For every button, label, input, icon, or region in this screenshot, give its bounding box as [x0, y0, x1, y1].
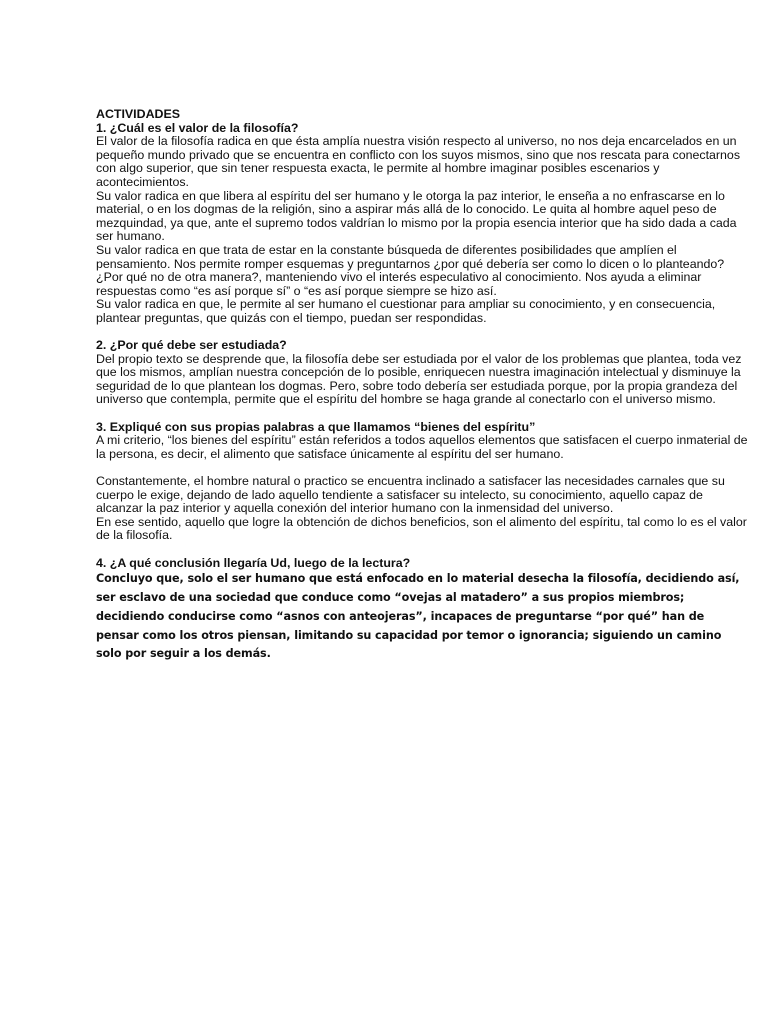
- answer-3-paragraph-2: Constantemente, el hombre natural o practico se encuentra inclinado a satisfacer las necesidades carnales que su cuerpo le exige, dejando de lado aquello tendiente a satisfacer su intelecto, su conocimiento, aquello capaz de alcanzar la paz interior y aquella conexión del interior humano con la inmensidad del universo.: [96, 474, 725, 516]
- answer-1-paragraph-2: Su valor radica en que libera al espíritu del ser humano y le otorga la paz interior, le enseña a no enfrascarse en lo material, o en los dogmas de la religión, sino a aspirar más allá de lo conocido. Le quita al hombre aquel peso de mezquindad, ya que, ante el supremo todos valdrían lo mismo por la propia esencia interior que ha sido dada a cada ser humano.: [96, 188, 737, 244]
- answer-3-paragraph-1: A mi criterio, “los bienes del espíritu” están referidos a todos aquellos elementos que satisfacen el cuerpo inmaterial de la persona, es decir, el alimento que satisface únicamente al espíritu del ser humano.: [96, 433, 748, 461]
- answer-1-paragraph-4: Su valor radica en que, le permite al ser humano el cuestionar para ampliar su conocimiento, y en consecuencia, plantear preguntas, que quizás con el tiempo, puedan ser respondidas.: [96, 297, 716, 325]
- question-2: 2. ¿Por qué debe ser estudiada?: [96, 338, 287, 353]
- answer-1-paragraph-1: El valor de la filosofía radica en que ésta amplía nuestra visión respecto al universo, no nos deja encarcelados en un pequeño mundo privado que se encuentra en conflicto con los suyos mismos, sino que nos rescata para conectarnos con algo superior, que sin tener respuesta exacta, le permite al hombre imaginar posibles escenarios y acontecimientos.: [96, 134, 741, 189]
- section-spacer: [96, 407, 748, 421]
- question-3: 3. Expliqué con sus propias palabras a que llamamos “bienes del espíritu”: [96, 419, 536, 434]
- question-1: 1. ¿Cuál es el valor de la filosofía?: [96, 120, 299, 135]
- section-spacer: [96, 543, 748, 557]
- document-title: ACTIVIDADES: [96, 107, 180, 121]
- document-page: [96, 108, 748, 664]
- answer-2-paragraph-1: Del propio texto se desprende que, la filosofía debe ser estudiada por el valor de los problemas que plantea, toda vez que los mismos, amplían nuestra concepción de lo posible, enriquecen nuestra imaginación intelectual y disminuye la seguridad de lo que plantean los dogmas. Pero, sobre todo debería ser estudiada porque, por la propia grandeza del universo que contempla, permite que el espíritu del hombre se haga grande al conectarlo con el universo mismo.: [96, 351, 742, 407]
- question-4: 4. ¿A qué conclusión llegaría Ud, luego de la lectura?: [96, 555, 411, 570]
- paragraph-spacer: [96, 461, 748, 475]
- section-spacer: [96, 326, 748, 340]
- answer-3-paragraph-3: En ese sentido, aquello que logre la obtención de dichos beneficios, son el alimento del espíritu, tal como lo es el valor de la filosofía.: [96, 514, 747, 543]
- answer-4-conclusion: Concluyo que, solo el ser humano que está enfocado en lo material desecha la filosofía, decidiendo así, ser esclavo de una sociedad que conduce como “ovejas al matadero” a sus propios miembros; decidiendo conducirse como “asnos con anteojeras”, incapaces de preguntarse “por qué” han de pensar como los otros piensan, limitando su capacidad por temor o ignorancia; siguiendo un camino solo por seguir a los demás.: [96, 572, 740, 661]
- answer-1-paragraph-3: Su valor radica en que trata de estar en la constante búsqueda de diferentes posibilidades que amplíen el pensamiento. Nos permite romper esquemas y preguntarnos ¿por qué debería ser como lo dicen o lo planteando? ¿Por qué no de otra manera?, manteniendo vivo el interés especulativo al conocimiento. Nos ayuda a eliminar respuestas como “es así porque sí” o “es así porque siempre se hizo así.: [96, 242, 725, 298]
